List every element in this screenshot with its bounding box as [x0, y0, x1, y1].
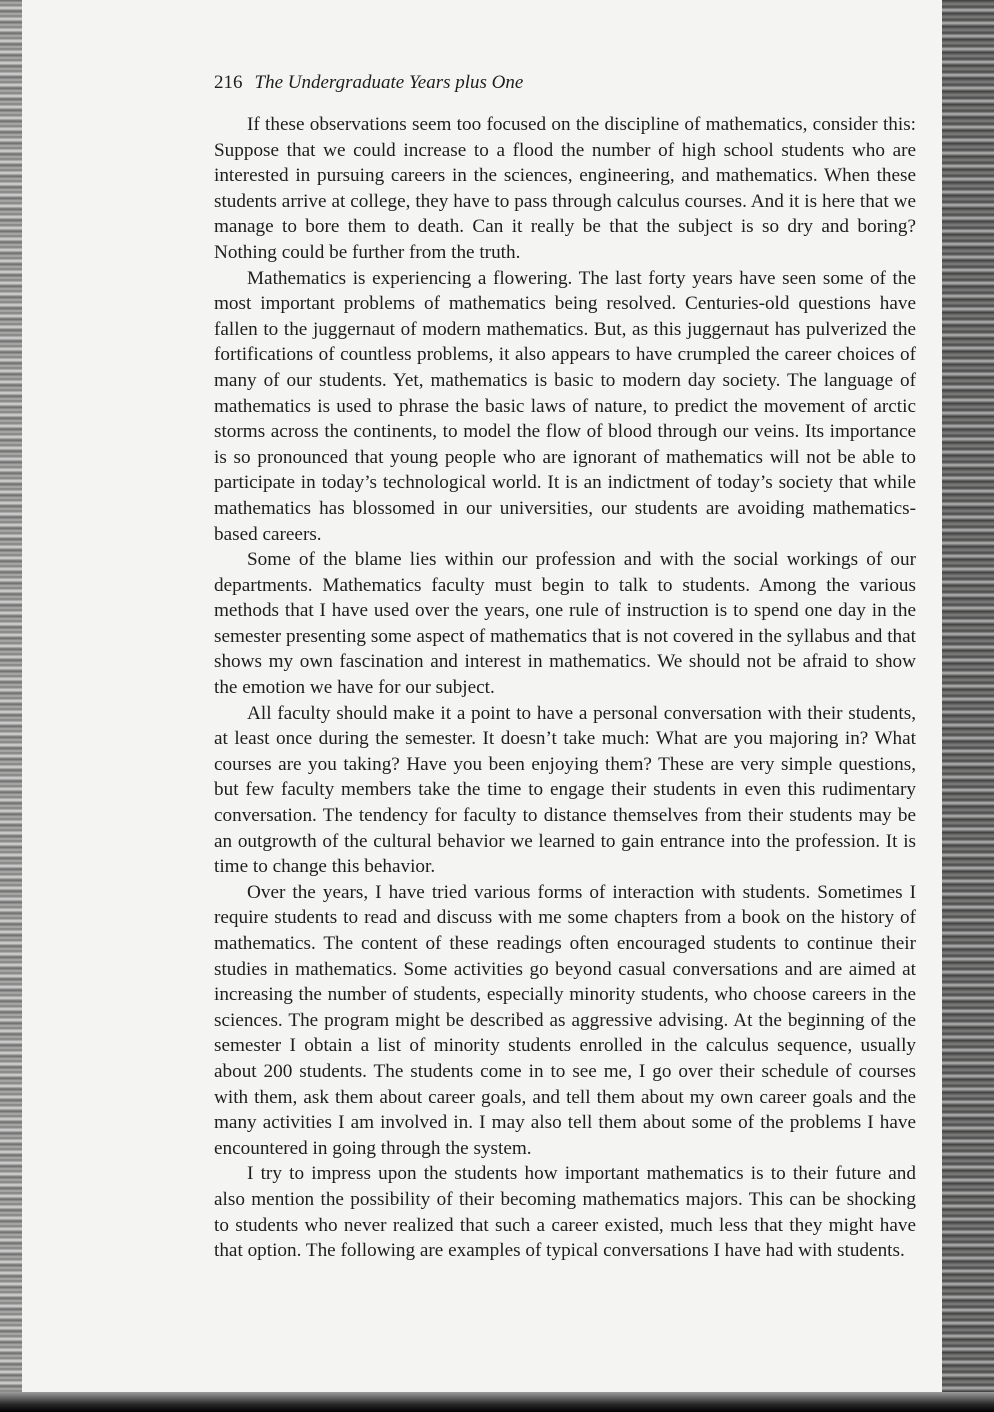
page-number: 216	[214, 72, 243, 93]
scan-edge-bottom	[0, 1392, 994, 1412]
running-head-title: The Undergraduate Years plus One	[254, 72, 524, 93]
scan-edge-right	[942, 0, 994, 1412]
paragraph: I try to impress upon the students how important mathematics is to their future and also mention the possibility of their becoming mathematics majors. This can be shocking to students who never realized that such a career existed, much less that they might have that option. The following are examples of typical conversations I have had with students.	[214, 1163, 916, 1262]
paragraph: Some of the blame lies within our profession and with the social workings of our departments. Mathematics faculty must begin to talk to students. Among the various methods that I have used over the years, one rule of instruction is to spend one day in the semester presenting some aspect of mathematics that is not covered in the syllabus and that shows my own fascination and interest in mathematics. We should not be afraid to show the emotion we have for our subject.	[214, 549, 916, 699]
paragraph: Mathematics is experiencing a flowering. The last forty years have seen some of the most important problems of mathematics being resolved. Centuries-old questions have fallen to the juggernaut of modern mathematics. But, as this juggernaut has pulverized the fortifications of countless problems, it also appears to have crumpled the career choices of many of our students. Yet, mathematics is basic to modern day society. The language of mathematics is used to phrase the basic laws of nature, to predict the movement of arctic storms across the continents, to model the flow of blood through our veins. Its importance is so pronounced that young people who are ignorant of mathematics will not be able to participate in today’s technological world. It is an indictment of today’s society that while mathematics has blossomed in our universities, our students are avoiding mathematics-based careers.	[214, 267, 916, 545]
scan-edge-left	[0, 0, 22, 1412]
paragraph: All faculty should make it a point to have a personal conversation with their students, at least once during the semester. It doesn’t take much: What are you majoring in? What courses are you taking? Have you been enjoying them? These are very simple questions, but few faculty members take the time to engage their students in even this rudimentary conversation. The tendency for faculty to distance themselves from their students may be an outgrowth of the cultural behavior we learned to gain entrance into the profession. It is time to change this behavior.	[214, 702, 916, 878]
paragraph: If these observations seem too focused on the discipline of mathematics, consider this: Suppose that we could increase to a flood the number of high school students who are interested in pursuing careers in the sciences, engineering, and mathematics. When these students arrive at college, they have to pass through calculus courses. And it is here that we manage to bore them to death. Can it really be that the subject is so dry and boring? Nothing could be further from the truth.	[214, 114, 916, 263]
paragraph: Over the years, I have tried various forms of interaction with students. Sometimes I require students to read and discuss with me some chapters from a book on the history of mathematics. The content of these readings often encouraged students to continue their studies in mathematics. Some activities go beyond casual conversations and are aimed at increasing the number of students, especially minority students, who choose careers in the sciences. The program might be described as aggressive advising. At the beginning of the semester I obtain a list of minority students enrolled in the calculus sequence, usually about 200 students. The students come in to see me, I go over their schedule of courses with them, ask them about career goals, and tell them about my own career goals and the many activities I am involved in. I may also tell them about some of the problems I have encountered in going through the system.	[214, 881, 916, 1159]
running-head	[214, 72, 814, 94]
body-text	[214, 112, 916, 1264]
